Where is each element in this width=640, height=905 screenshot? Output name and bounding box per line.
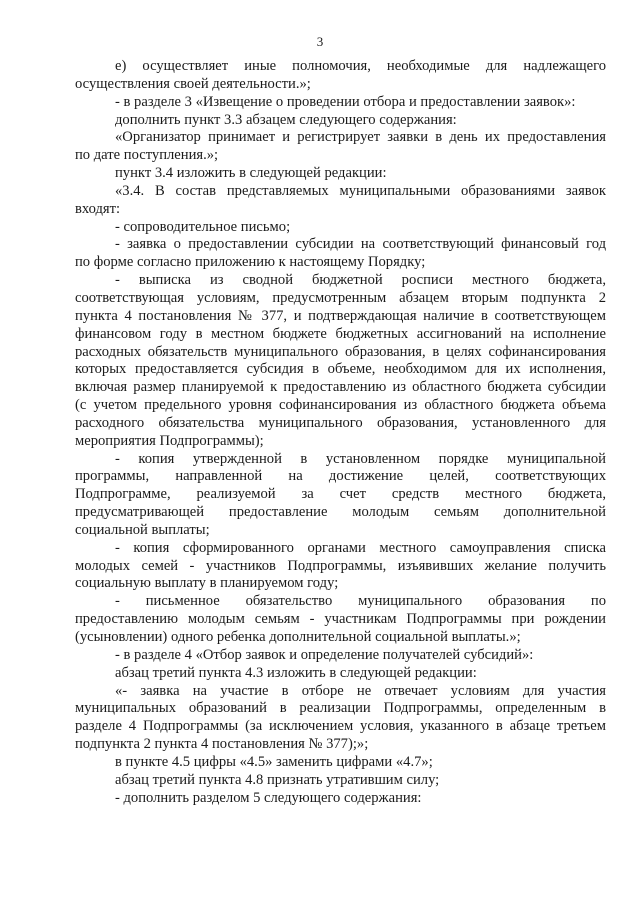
text-line: осуществления своей деятельности.»; [75,75,311,92]
text-line: пункт 3.4 изложить в следующей редакции: [115,165,387,182]
text-line: - выписка из сводной бюджетной росписи местного бюджета, [115,272,606,289]
text-line: расходного обязательства муниципального образования, установленного для [75,414,606,431]
text-line: - письменное обязательство муниципального образования по [115,593,606,610]
text-line: е) осуществляет иные полномочия, необходимые для надлежащего [115,58,606,74]
text-line: дополнить пункт 3.3 абзацем следующего содержания: [115,111,457,128]
text-line: «Организатор принимает и регистрирует заявки в день их предоставления [115,129,606,146]
text-line: входят: [75,200,121,217]
text-line: расходных обязательств муниципального образования, в целях софинансирования [75,343,606,360]
text-line: социальную выплату в планируемом году; [75,575,339,592]
text-line: - копия утвержденной в установленном порядке муниципальной [115,450,606,467]
text-line: муниципальных образований в реализации Подпрограммы, определенным в [75,700,606,717]
text-line: Подпрограмме, реализуемой за счет средств местного бюджета, [75,486,606,503]
text-line: (усыновлении) одного ребенка дополнительной социальной выплаты.»; [75,629,521,645]
text-line: пункта 4 постановления № 377, и подтверждающая наличие в соответствующем [75,307,606,324]
document-body [75,58,606,807]
text-line: молодых семей - участников Подпрограммы, изъявивших желание получить [75,557,606,574]
text-line: (с учетом предельного уровня софинансирования из областного бюджета объема [75,397,606,414]
text-line: мероприятия Подпрограммы); [75,432,264,449]
text-line: - в разделе 4 «Отбор заявок и определение получателей субсидий»: [115,646,534,663]
text-line: абзац третий пункта 4.8 признать утратившим силу; [115,771,440,788]
text-line: - дополнить разделом 5 следующего содержания: [115,789,422,806]
text-line: - сопроводительное письмо; [115,218,291,235]
text-line: включая размер планируемой к предоставлению из областного бюджета субсидии [75,379,606,396]
text-line: по дате поступления.»; [75,147,219,164]
text-line: социальной выплаты; [75,521,210,538]
text-line: абзац третий пункта 4.3 изложить в следующей редакции: [115,664,477,681]
text-line: разделе 4 Подпрограммы (за исключением условия, указанного в абзаце третьем [75,718,606,735]
text-line: соответствующая условиям, предусмотренным абзацем вторым подпункта 2 [75,289,606,306]
text-line: предусматривающей предоставление молодым семьям дополнительной [75,504,606,521]
text-line: - в разделе 3 «Извещение о проведении отбора и предоставлении заявок»: [115,93,576,110]
text-line: программы, направленной на достижение целей, соответствующих [75,468,606,485]
text-line: - копия сформированного органами местного самоуправления списка [115,539,606,556]
text-line: по форме согласно приложению к настоящему Порядку; [75,254,426,271]
text-line: в пункте 4.5 цифры «4.5» заменить цифрами «4.7»; [115,753,433,770]
text-line: предоставлению молодым семьям - участникам Подпрограммы при рождении [75,611,606,628]
text-line: «- заявка на участие в отборе не отвечает условиям для участия [115,682,606,699]
text-line: которых предоставляется субсидия в объеме, необходимом для их исполнения, [75,361,606,378]
text-line: «3.4. В состав представляемых муниципальными образованиями заявок [115,182,606,199]
page-number: 3 [316,34,324,49]
text-line: подпункта 2 пункта 4 постановления № 377);»; [75,736,369,753]
text-line: финансовом году в местном бюджете бюджетных ассигнований на исполнение [75,325,606,342]
text-line: - заявка о предоставлении субсидии на соответствующий финансовый год [115,236,606,253]
